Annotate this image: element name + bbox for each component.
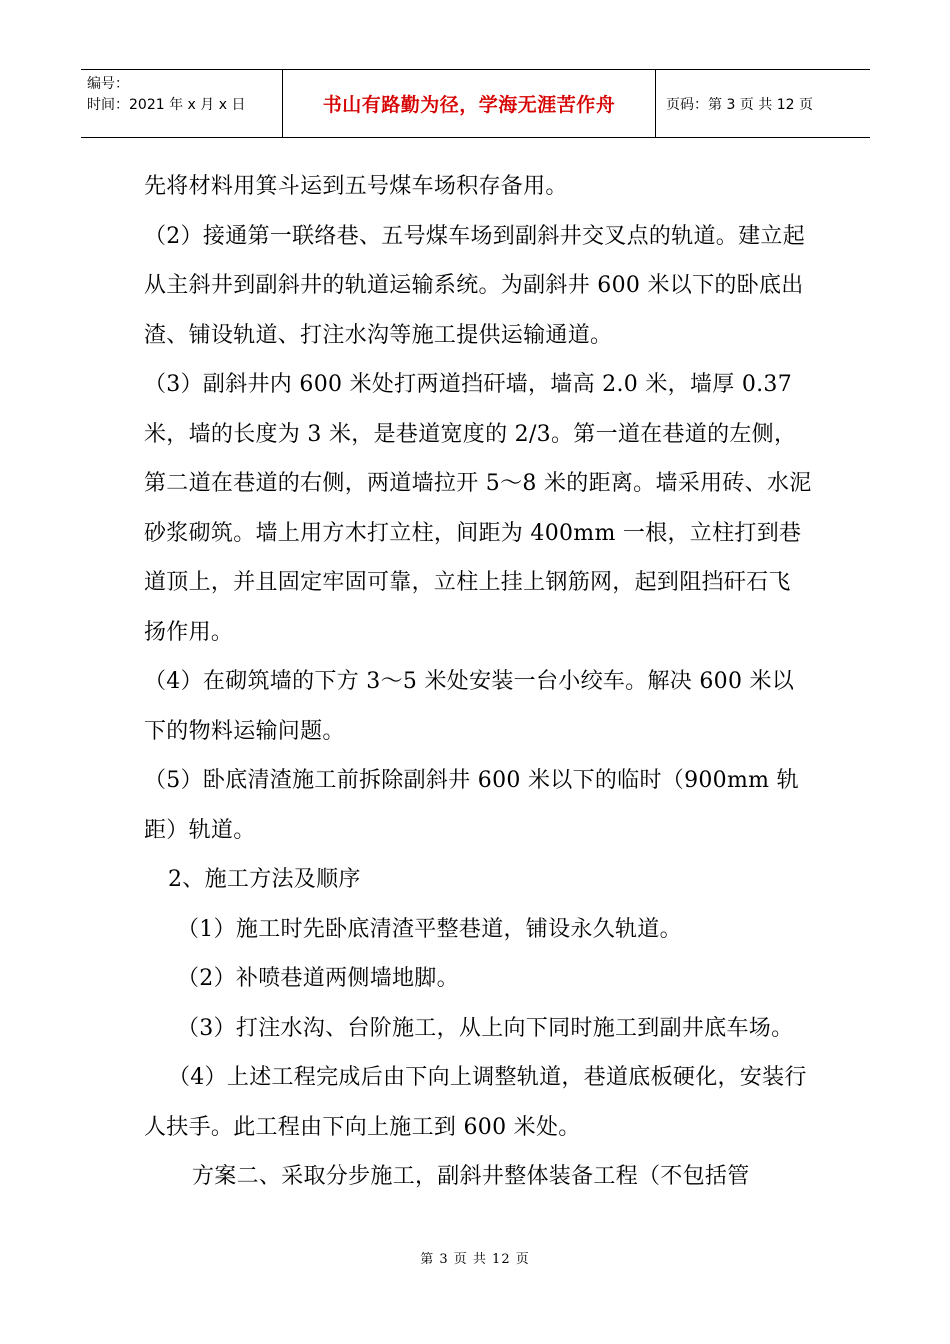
- document-number-label: 编号：: [87, 76, 129, 92]
- section-heading: 2、施工方法及顺序: [168, 867, 361, 892]
- step-4: （4）上述工程完成后由下向上调整轨道，巷道底板硬化，安装行人扶手。此工程由下向上施工到 600 米处。: [144, 1065, 807, 1140]
- paragraph-5: （5）卧底清渣施工前拆除副斜井 600 米以下的临时（900mm 轨距）轨道。: [144, 768, 799, 843]
- page-footer: 第 3 页 共 12 页: [420, 1252, 530, 1267]
- document-body: [144, 162, 812, 1202]
- header-motto: 书山有路勤为径，学海无涯苦作舟: [282, 70, 656, 137]
- plan-two-paragraph: 方案二、采取分步施工，副斜井整体装备工程（不包括管: [192, 1164, 750, 1189]
- paragraph-4: （4）在砌筑墙的下方 3～5 米处安装一台小绞车。解决 600 米以下的物料运输问题。: [144, 669, 795, 744]
- page-header: [81, 69, 870, 138]
- step-1: （1）施工时先卧底清渣平整巷道，铺设永久轨道。: [177, 916, 682, 942]
- step-3: （3）打注水沟、台阶施工，从上向下同时施工到副井底车场。: [177, 1015, 794, 1041]
- step-2: （2）补喷巷道两侧墙地脚。: [177, 966, 459, 991]
- header-meta: [81, 70, 282, 137]
- header-page-info: 页码：第 3 页 共 12 页: [666, 96, 813, 113]
- paragraph-3: （3）副斜井内 600 米处打两道挡矸墙，墙高 2.0 米，墙厚 0.37 米，墙的长度为 3 米，是巷道宽度的 2/3。第一道在巷道的左侧，第二道在巷道的右侧，两道墙拉开 5～8 米的距离。墙采用砖、水泥砂浆砌筑。墙上用方木打立柱，间距为 400mm 一根，立柱打到巷道顶上，并且固定牢固可靠，立柱上挂上钢筋网，起到阻挡矸石飞扬作用。: [144, 372, 812, 645]
- paragraph-1: 先将材料用箕斗运到五号煤车场积存备用。: [144, 174, 568, 199]
- paragraph-2: （2）接通第一联络巷、五号煤车场到副斜井交叉点的轨道。建立起从主斜井到副斜井的轨道运输系统。为副斜井 600 米以下的卧底出渣、铺设轨道、打注水沟等施工提供运输通道。: [144, 223, 805, 348]
- document-date: 时间：2021 年 x 月 x 日: [87, 97, 246, 113]
